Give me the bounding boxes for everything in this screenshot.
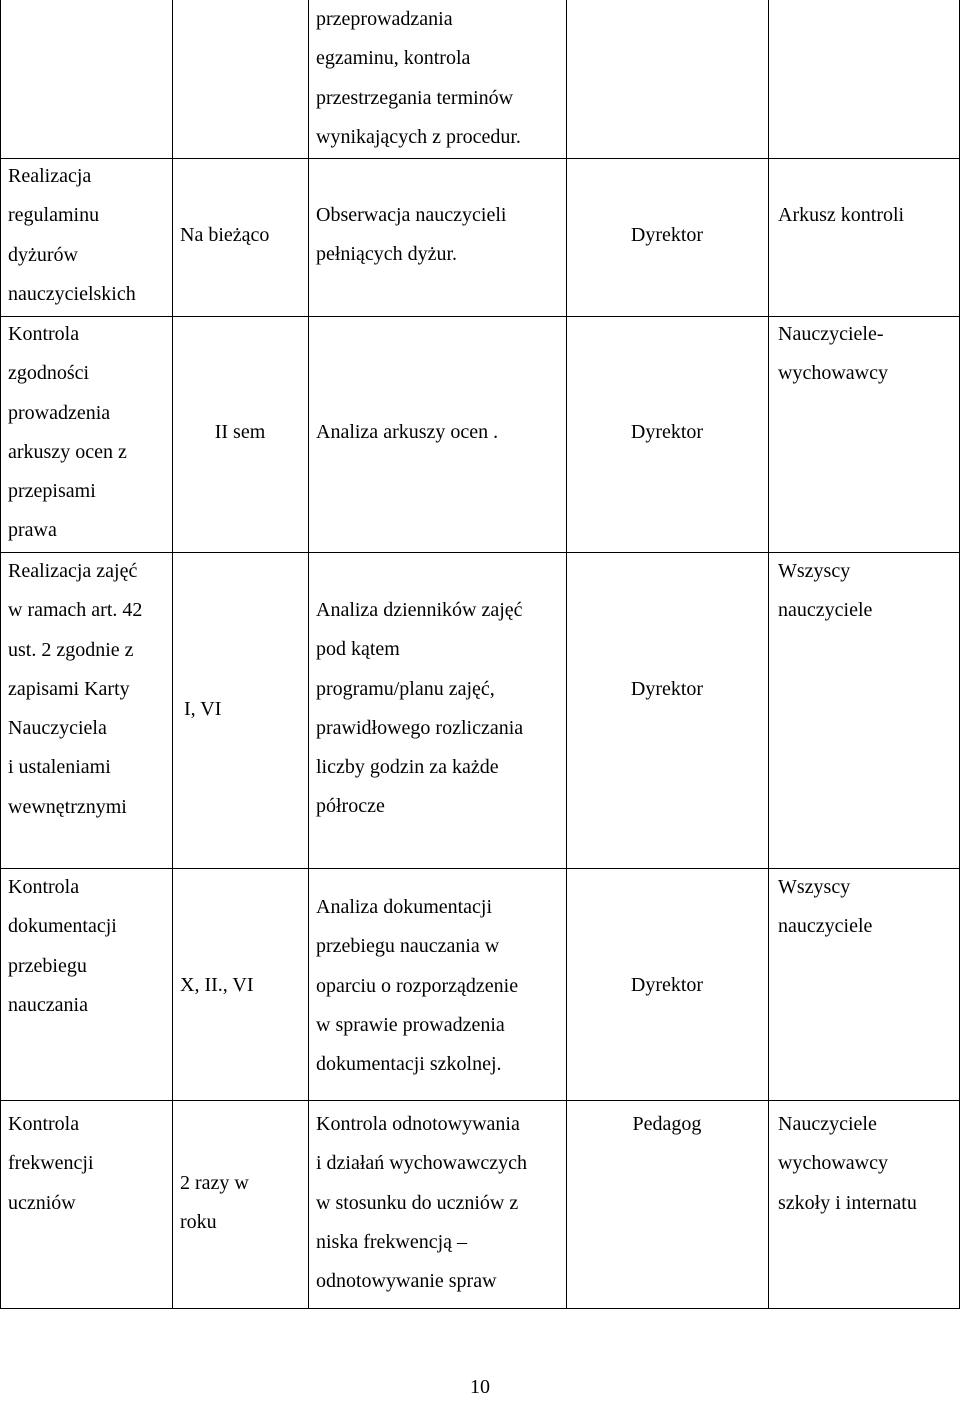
cell-line: Nauczyciele-	[778, 323, 884, 345]
row-teaching-docs-term	[180, 966, 254, 1005]
cell-line: nauczyciele	[778, 915, 873, 938]
row-attendance-activity	[316, 1105, 527, 1301]
cell-line: frekwencji	[8, 1152, 94, 1175]
cell-line: X, II., VI	[180, 974, 254, 996]
cell-line: w ramach art. 42	[8, 599, 143, 622]
cell-line: pełniących dyżur.	[316, 243, 458, 266]
cell-line: Realizacja zajęć	[8, 560, 138, 582]
cell-line: przeprowadzania	[316, 8, 453, 30]
cell-line: półrocze	[316, 795, 385, 818]
row-art42-subjects-checked	[778, 552, 872, 631]
cell-line: zapisami Karty	[8, 677, 130, 700]
cell-line: Analiza dzienników zajęć	[316, 599, 523, 621]
cell-line: wychowawcy	[778, 362, 888, 385]
col-divider	[0, 0, 1, 1309]
cell-line: Kontrola odnotowywania	[316, 1113, 520, 1135]
row-duty-subject	[8, 157, 136, 314]
row-attendance-subject	[8, 1105, 94, 1223]
row-duty-subjects-checked	[778, 196, 904, 235]
row-attendance-term	[180, 1164, 249, 1243]
cell-line: w sprawie prowadzenia	[316, 1013, 505, 1036]
row-art42-responsible	[566, 670, 768, 709]
cell-line: prawidłowego rozliczania	[316, 716, 524, 739]
cell-line: arkuszy ocen z	[8, 440, 127, 463]
cell-line: nauczyciele	[778, 599, 873, 622]
cell-line: i ustaleniami	[8, 756, 111, 779]
cell-line: Kontrola	[8, 876, 80, 898]
row-attendance-subjects-checked	[778, 1105, 917, 1223]
row-duty-responsible	[566, 216, 768, 255]
col-divider	[172, 0, 173, 158]
cell-line: egzaminu, kontrola	[316, 47, 471, 70]
col-divider	[768, 0, 769, 1309]
cell-line: dokumentacji	[8, 915, 117, 938]
row-grade-sheets-activity	[316, 413, 498, 452]
row-procedures-activity	[316, 0, 521, 157]
cell-line: Analiza dokumentacji	[316, 896, 493, 918]
cell-line: przestrzegania terminów	[316, 86, 514, 109]
cell-line: oparciu o rozporządzenie	[316, 974, 519, 997]
row-teaching-docs-activity	[316, 888, 518, 1084]
cell-line: prawa	[8, 519, 57, 542]
cell-line: niska frekwencją –	[316, 1230, 468, 1253]
cell-line: szkoły i internatu	[778, 1191, 917, 1214]
cell-line: Nauczyciele	[778, 1113, 877, 1135]
page-number: 10	[470, 1376, 490, 1398]
cell-line: Obserwacja nauczycieli	[316, 204, 507, 226]
cell-line: Dyrektor	[630, 678, 704, 700]
cell-line: przebiegu	[8, 954, 87, 977]
row-grade-sheets-term	[172, 413, 308, 452]
cell-line: 2 razy w	[180, 1172, 249, 1194]
row-duty-term	[180, 216, 269, 255]
cell-line: Dyrektor	[630, 421, 704, 443]
cell-line: odnotowywanie spraw	[316, 1270, 497, 1293]
cell-line: nauczania	[8, 993, 88, 1016]
row-grade-sheets-subjects-checked	[778, 315, 888, 394]
col-divider	[172, 158, 173, 1309]
row-attendance-responsible	[566, 1105, 768, 1144]
cell-line: przebiegu nauczania w	[316, 935, 500, 958]
cell-line: Wszyscy	[778, 560, 851, 582]
cell-line: nauczycielskich	[8, 282, 136, 305]
row-grade-sheets-responsible	[566, 413, 768, 452]
cell-line: dokumentacji szkolnej.	[316, 1053, 502, 1076]
row-art42-activity	[316, 591, 523, 827]
cell-line: i działań wychowawczych	[316, 1152, 528, 1175]
cell-line: II sem	[214, 421, 266, 443]
cell-line: prowadzenia	[8, 401, 111, 424]
row-teaching-docs-subjects-checked	[778, 868, 872, 947]
cell-line: pod kątem	[316, 638, 400, 661]
cell-line: przepisami	[8, 480, 96, 503]
row-teaching-docs-subject	[8, 868, 117, 1025]
cell-line: Realizacja	[8, 165, 92, 187]
cell-line: ust. 2 zgodnie z	[8, 638, 134, 661]
cell-line: Arkusz kontroli	[778, 204, 905, 226]
row-art42-term	[184, 690, 221, 729]
cell-line: Kontrola	[8, 323, 80, 345]
row-duty-activity	[316, 196, 506, 275]
row-grade-sheets-subject	[8, 315, 127, 551]
cell-line: Dyrektor	[630, 974, 704, 996]
cell-line: wychowawcy	[778, 1152, 888, 1175]
col-divider	[308, 0, 309, 1309]
cell-line: roku	[180, 1211, 217, 1234]
cell-line: wewnętrznymi	[8, 795, 127, 818]
cell-line: dyżurów	[8, 243, 78, 266]
row-divider	[0, 1308, 960, 1309]
cell-line: Pedagog	[632, 1113, 702, 1135]
cell-line: Nauczyciela	[8, 717, 107, 740]
cell-line: uczniów	[8, 1191, 76, 1214]
cell-line: Na bieżąco	[180, 224, 270, 246]
row-teaching-docs-responsible	[566, 966, 768, 1005]
cell-line: programu/planu zajęć,	[316, 677, 495, 700]
cell-line: Kontrola	[8, 1113, 80, 1135]
row-divider	[0, 158, 960, 159]
cell-line: Analiza arkuszy ocen .	[316, 421, 499, 443]
cell-line: zgodności	[8, 362, 90, 385]
cell-line: regulaminu	[8, 204, 100, 227]
row-art42-subject	[8, 552, 142, 827]
row-divider	[0, 1100, 960, 1101]
cell-line: wynikających z procedur.	[316, 125, 521, 148]
cell-line: Wszyscy	[778, 876, 851, 898]
cell-line: liczby godzin za każde	[316, 756, 499, 779]
cell-line: w stosunku do uczniów z	[316, 1191, 519, 1214]
cell-line: Dyrektor	[630, 224, 704, 246]
cell-line: I, VI	[184, 698, 222, 720]
